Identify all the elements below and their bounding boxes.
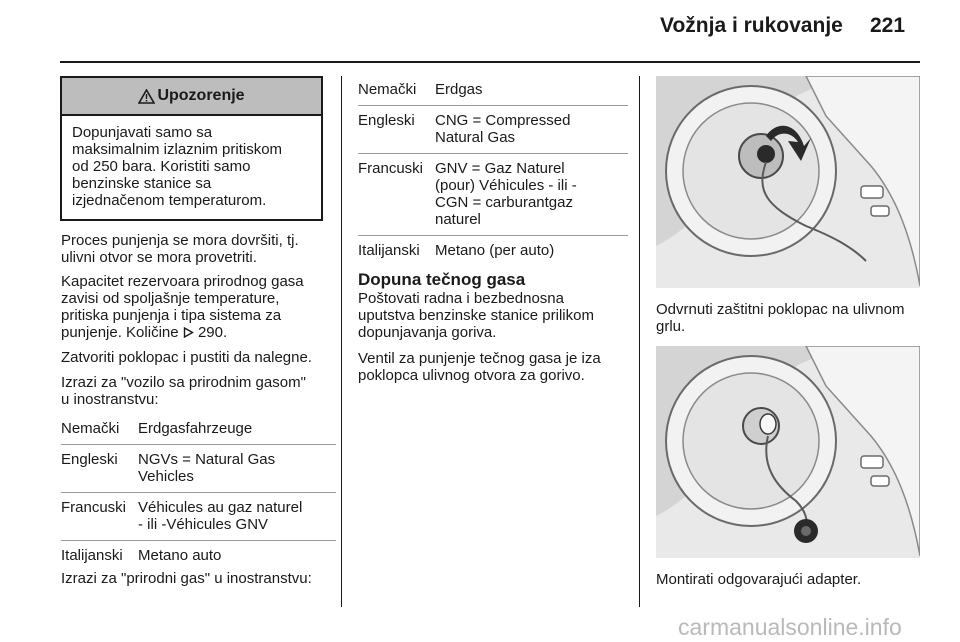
table-cell-term xyxy=(435,242,628,259)
text-line: Izrazi za "vozilo sa prirodnim gasom" xyxy=(61,374,306,391)
text-line: Izrazi za "prirodni gas" u inostranstvu: xyxy=(61,570,312,587)
text-line: dopunjavanja goriva. xyxy=(358,324,497,341)
text-line: Odvrnuti zaštitni poklopac na ulivnom xyxy=(656,301,905,318)
header-rule xyxy=(60,61,920,63)
terms-table-vehicle xyxy=(61,420,336,571)
text-line: Erdgasfahrzeuge xyxy=(138,420,253,437)
text-line: poklopca ulivnog otvora za gorivo. xyxy=(358,367,585,384)
paragraph-close-cap xyxy=(61,349,336,366)
table-cell-term xyxy=(138,547,336,564)
watermark: carmanualsonline.info xyxy=(678,614,902,640)
text-line: Metano (per auto) xyxy=(435,242,555,259)
column-divider-left xyxy=(341,76,342,607)
text-line: Proces punjenja se mora dovršiti, tj. xyxy=(61,232,299,249)
text-line: Poštovati radna i bezbednosna xyxy=(358,290,564,307)
table-row xyxy=(358,106,628,154)
table-row xyxy=(61,420,336,445)
warning-line: maksimalnim izlaznim pritiskom xyxy=(72,141,283,158)
table-cell-language: Engleski xyxy=(61,451,118,468)
table-cell-language: Francuski xyxy=(358,160,424,177)
table-cell-language: Nemački xyxy=(358,81,417,98)
warning-title: Upozorenje xyxy=(157,87,245,104)
text-line xyxy=(61,324,336,341)
text-line: Ventil za punjenje tečnog gasa je iza xyxy=(358,350,601,367)
warning-header xyxy=(62,78,321,116)
table-cell-term xyxy=(435,81,628,98)
warning-line: Dopunjavati samo sa xyxy=(72,124,213,141)
text-line: Montirati odgovarajući adapter. xyxy=(656,571,862,588)
table-cell-term xyxy=(138,451,336,485)
warning-line: izjednačenom temperaturom. xyxy=(72,192,267,209)
text-line: Metano auto xyxy=(138,547,222,564)
paragraph-refueling-complete xyxy=(61,232,336,266)
paragraph-safety xyxy=(358,290,633,341)
text-line: CGN = carburantgaz xyxy=(435,194,573,211)
table-cell-term xyxy=(435,112,628,146)
text-line: zavisi od spoljašnje temperature, xyxy=(61,290,280,307)
table-cell-language: Italijanski xyxy=(61,547,123,564)
text-line: naturel xyxy=(435,211,481,228)
table-cell-term xyxy=(138,420,336,437)
paragraph-tank-capacity xyxy=(61,273,336,341)
warning-line: benzinske stanice sa xyxy=(72,175,212,192)
page-reference[interactable]: 290. xyxy=(197,324,228,341)
text-line: NGVs = Natural Gas xyxy=(138,451,276,468)
text-line: GNV = Gaz Naturel xyxy=(435,160,565,177)
text-line: (pour) Véhicules - ili - xyxy=(435,177,577,194)
text-line: Véhicules au gaz naturel xyxy=(138,499,303,516)
warning-text xyxy=(62,116,321,217)
caption-unscrew-cap xyxy=(656,301,920,335)
paragraph-terms-gas xyxy=(61,570,336,587)
text-line: Natural Gas xyxy=(435,129,516,146)
table-row xyxy=(358,236,628,266)
text-line: - ili -Véhicules GNV xyxy=(138,516,269,533)
table-cell-language: Italijanski xyxy=(358,242,420,259)
page-number: 221 xyxy=(870,14,906,37)
warning-box xyxy=(60,76,323,221)
text-span: punjenje. Količine xyxy=(61,324,183,341)
section-heading: Dopuna tečnog gasa xyxy=(358,270,526,289)
table-cell-term xyxy=(138,499,336,533)
table-cell-term xyxy=(435,160,628,228)
text-line: ulivni otvor se mora provetriti. xyxy=(61,249,257,266)
text-line: CNG = Compressed xyxy=(435,112,571,129)
table-row xyxy=(61,445,336,493)
table-cell-language: Engleski xyxy=(358,112,415,129)
warning-triangle-icon xyxy=(138,89,155,104)
text-line: u inostranstvu: xyxy=(61,391,159,408)
paragraph-valve-location xyxy=(358,350,633,384)
fuel-filler-illustration xyxy=(656,76,920,288)
table-row xyxy=(61,493,336,541)
text-line: uputstva benzinske stanice prilikom xyxy=(358,307,594,324)
page-reference-icon xyxy=(183,327,194,338)
fuel-filler-adapter-illustration xyxy=(656,346,920,558)
table-cell-language: Nemački xyxy=(61,420,120,437)
table-row xyxy=(358,154,628,236)
table-row xyxy=(61,541,336,571)
table-row xyxy=(358,81,628,106)
warning-line: od 250 bara. Koristiti samo xyxy=(72,158,251,175)
text-line: Erdgas xyxy=(435,81,483,98)
illustration-unscrew-cap xyxy=(656,76,920,288)
text-line: Kapacitet rezervoara prirodnog gasa xyxy=(61,273,304,290)
table-cell-language: Francuski xyxy=(61,499,127,516)
page-header-title: Vožnja i rukovanje xyxy=(660,14,843,37)
illustration-mount-adapter xyxy=(656,346,920,558)
text-line: Zatvoriti poklopac i pustiti da nalegne. xyxy=(61,349,312,366)
text-line: pritiska punjenja i tipa sistema za xyxy=(61,307,282,324)
terms-table-gas xyxy=(358,81,628,266)
text-line: Vehicles xyxy=(138,468,194,485)
caption-mount-adapter xyxy=(656,571,920,588)
paragraph-terms-vehicle xyxy=(61,374,336,408)
column-divider-right xyxy=(639,76,640,607)
text-line: grlu. xyxy=(656,318,686,335)
